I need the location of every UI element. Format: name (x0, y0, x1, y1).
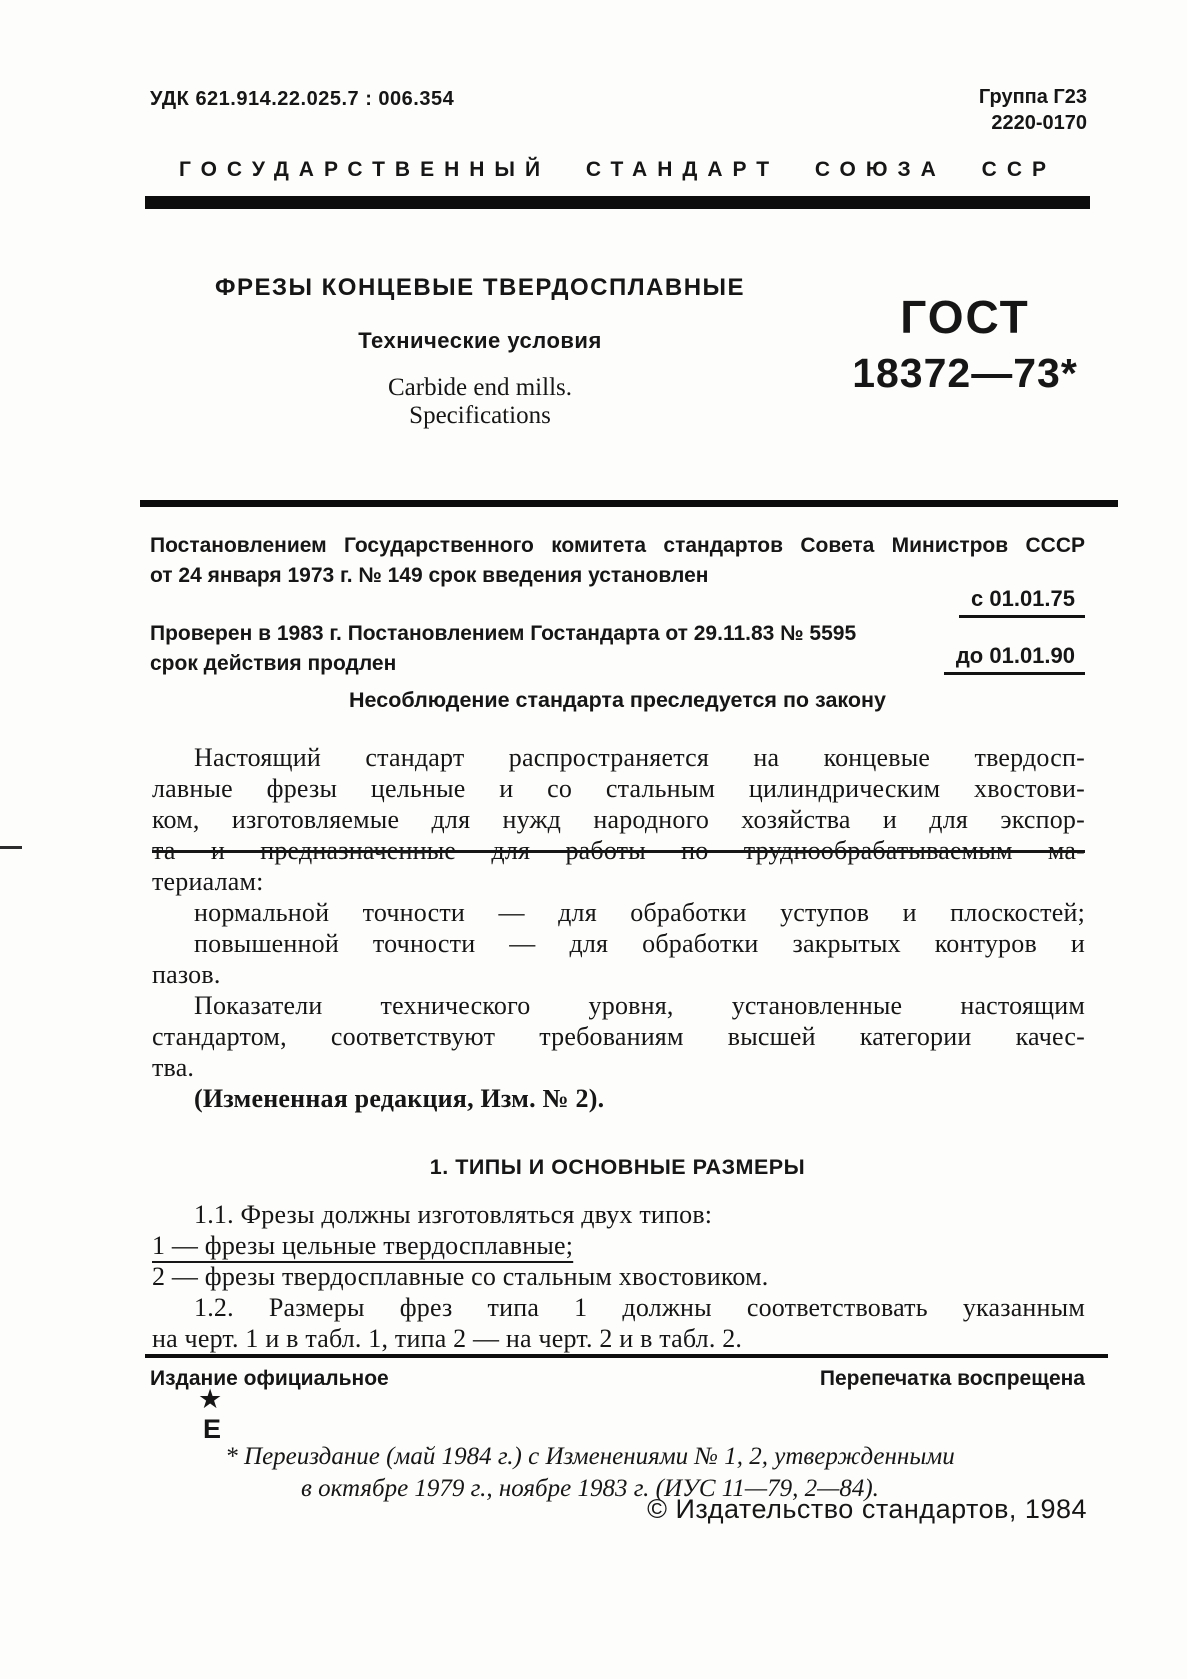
text-line (152, 1261, 1085, 1292)
text-line-content: 2 — фрезы твердосплавные со стальным хвостовиком. (152, 1262, 769, 1291)
document-title-en (150, 374, 810, 430)
text-line (150, 1441, 1030, 1473)
body-text (152, 742, 1085, 1114)
text-line (152, 959, 1085, 990)
text-line-content: в октябре 1979 г., ноябре 1983 г. (ИУС 11—79, 2—84). (301, 1475, 879, 1502)
text-line (152, 1199, 1085, 1230)
text-line-content: 1 — фрезы цельные твердосплавные; (152, 1231, 574, 1260)
text-line-content: нормальной точности — для обработки уступов и плоскостей; (194, 898, 1085, 927)
udk-number: УДК 621.914.22.025.7 : 006.354 (150, 88, 455, 110)
text-line (152, 897, 1085, 928)
text-line-content: Настоящий стандарт распространяется на концевые твердосп- (194, 743, 1085, 772)
official-edition-note: Издание официальное (150, 1367, 389, 1390)
text-line (152, 835, 1085, 866)
document-subtitle-ru: Технические условия (358, 328, 602, 353)
group-code: 2220-0170 (991, 112, 1087, 134)
effective-date: с 01.01.75 (959, 586, 1085, 618)
gost-number: 18372—73* (852, 350, 1078, 396)
text-line (152, 1292, 1085, 1323)
text-line-content: от 24 января 1973 г. № 149 срок введения установлен (150, 564, 709, 587)
enactment-rule (140, 500, 1118, 507)
title-en-line1: Carbide end mills. (388, 374, 572, 401)
text-line (152, 1052, 1085, 1083)
text-line-content: Проверен в 1983 г. Постановлением Гостандарта от 29.11.83 № 5595 (150, 622, 857, 645)
extension-date: до 01.01.90 (944, 643, 1085, 675)
reprint-prohibited-note: Перепечатка воспрещена (819, 1367, 1085, 1390)
text-line-content: * Переиздание (май 1984 г.) с Изменениями № 1, 2, утвержденными (225, 1443, 955, 1470)
enactment-paragraph-1 (150, 531, 1085, 591)
section-1-text (152, 1199, 1085, 1354)
text-line-content: пазов. (152, 960, 221, 989)
e-mark: Е (203, 1414, 222, 1444)
text-line (152, 866, 1085, 897)
text-line-content: срок действия продлен (150, 652, 397, 675)
text-line-content: на черт. 1 и в табл. 1, типа 2 — на черт. 2 и в табл. 2. (152, 1324, 743, 1353)
text-line (152, 928, 1085, 959)
header-rule-thick (145, 196, 1090, 209)
text-line-content: тва. (152, 1053, 195, 1082)
text-line (152, 1230, 1085, 1261)
group-label: Группа Г23 (978, 86, 1087, 108)
text-line (152, 990, 1085, 1021)
copyright-line: © Издательство стандартов, 1984 (647, 1494, 1087, 1524)
text-line-content: лавные фрезы цельные и со стальным цилиндрическим хвостови- (152, 774, 1085, 803)
text-line-content: ком, изготовляемые для нужд народного хозяйства и для экспор- (152, 805, 1085, 834)
text-line-content: повышенной точности — для обработки закрытых контуров и (194, 929, 1085, 958)
text-line (152, 742, 1085, 773)
text-line (152, 1083, 1085, 1114)
text-line-content: (Измененная редакция, Изм. № 2). (194, 1084, 605, 1113)
text-line (152, 804, 1085, 835)
scan-artifact-dash (0, 846, 22, 849)
gost-label: ГОСТ (900, 291, 1030, 343)
extension-date-row (150, 643, 1085, 669)
text-line (152, 1323, 1085, 1354)
text-line (152, 1021, 1085, 1052)
standard-org-title: ГОСУДАРСТВЕННЫЙ СТАНДАРТ СОЮЗА ССР (178, 158, 1057, 181)
text-line-content: Постановлением Государственного комитета стандартов Совета Министров СССР (150, 534, 1085, 557)
law-notice: Несоблюдение стандарта преследуется по закону (349, 688, 886, 712)
text-line-content: Показатели технического уровня, установленные настоящим (194, 991, 1085, 1020)
document-title-ru: ФРЕЗЫ КОНЦЕВЫЕ ТВЕРДОСПЛАВНЫЕ (214, 274, 746, 301)
text-line (152, 773, 1085, 804)
section-1-heading: 1. ТИПЫ И ОСНОВНЫЕ РАЗМЕРЫ (429, 1155, 806, 1179)
text-line-content: 1.1. Фрезы должны изготовляться двух типов: (194, 1200, 713, 1229)
text-line (150, 531, 1085, 561)
text-line-content: та и предназначенные для работы по труднообрабатываемым ма- (152, 836, 1085, 865)
group-block (979, 84, 1087, 136)
text-line-content: 1.2. Размеры фрез типа 1 должны соответствовать указанным (194, 1293, 1085, 1322)
text-line-content: териалам: (152, 867, 264, 896)
effective-date-row (150, 586, 1085, 612)
star-mark: ★ (198, 1384, 223, 1414)
title-en-line2: Specifications (409, 402, 551, 429)
text-line-content: стандартом, соответствуют требованиям высшей категории качес- (152, 1022, 1085, 1051)
footer-rule (145, 1354, 1108, 1358)
